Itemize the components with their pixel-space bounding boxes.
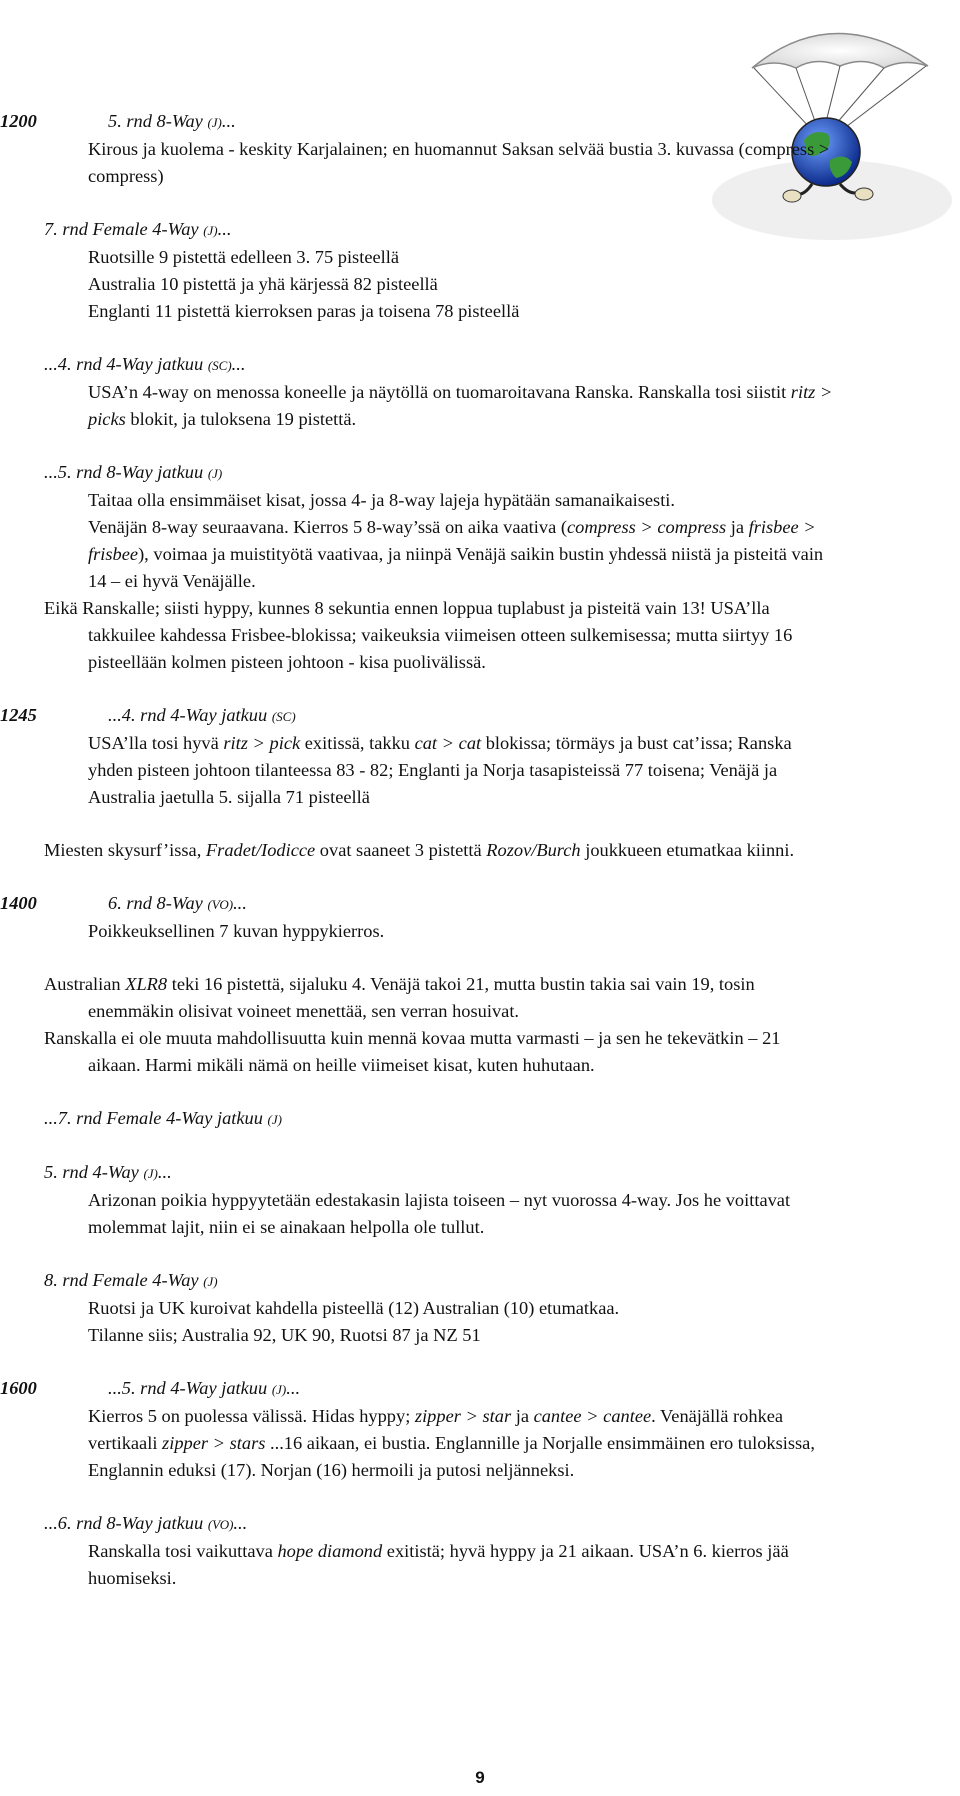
round-heading: 6. rnd 8-Way bbox=[108, 893, 208, 913]
judge-code: (SC) bbox=[271, 709, 296, 724]
round-heading: ... bbox=[233, 1513, 248, 1533]
judge-code: (SC) bbox=[207, 358, 232, 373]
paragraph bbox=[44, 1267, 834, 1349]
paragraph-gap bbox=[44, 945, 834, 971]
paragraph bbox=[44, 351, 834, 433]
paragraph-gap bbox=[44, 190, 834, 216]
text-run: Ranskalla tosi vaikuttava bbox=[88, 1541, 278, 1561]
paragraph-gap bbox=[44, 811, 834, 837]
text-run: Ruotsi ja UK kuroivat kahdella pisteellä (12) Australian (10) etumatkaa. bbox=[88, 1298, 620, 1318]
text-run: Taitaa olla ensimmäiset kisat, jossa 4- ja 8-way lajeja hypätään samanaikaisesti. bbox=[88, 490, 676, 510]
judge-code: (J) bbox=[271, 1382, 287, 1397]
text-run: blokit, ja tuloksena 19 pistettä. bbox=[125, 409, 357, 429]
paragraph bbox=[0, 702, 834, 811]
text-run: ovat saaneet 3 pistettä bbox=[315, 840, 487, 860]
text-run: Englanti 11 pistettä kierroksen paras ja toisena 78 pisteellä bbox=[88, 301, 520, 321]
paragraph bbox=[0, 1375, 834, 1484]
parachute-canopy bbox=[752, 33, 928, 68]
paragraph-gap bbox=[44, 1484, 834, 1510]
paragraph-gap bbox=[44, 1349, 834, 1375]
round-heading: 5. rnd 4-Way bbox=[44, 1162, 144, 1182]
round-heading: ... bbox=[231, 354, 246, 374]
text-run: zipper > stars bbox=[162, 1433, 266, 1453]
text-run: Rozov/Burch bbox=[486, 840, 581, 860]
text-run: Australian bbox=[44, 974, 126, 994]
round-heading: 7. rnd Female 4-Way bbox=[44, 219, 204, 239]
judge-code: (J) bbox=[267, 1112, 282, 1127]
round-heading: ...4. rnd 4-Way jatkuu bbox=[44, 354, 208, 374]
paragraph-gap bbox=[44, 433, 834, 459]
paragraph bbox=[44, 595, 834, 676]
paragraph-gap bbox=[44, 1133, 834, 1159]
paragraph bbox=[44, 971, 834, 1025]
round-heading: ...5. rnd 8-Way jatkuu bbox=[44, 462, 208, 482]
text-run: Poikkeuksellinen 7 kuvan hyppykierros. bbox=[88, 921, 385, 941]
text-run: joukkueen etumatkaa kiinni. bbox=[580, 840, 795, 860]
text-run: exitissä, takku bbox=[300, 733, 415, 753]
text-run: Venäjän 8-way seuraavana. Kierros 5 8-way’ssä on aika vaativa ( bbox=[88, 517, 567, 537]
text-run: hope diamond bbox=[277, 1541, 383, 1561]
text-run: Miesten skysurf’issa, bbox=[44, 840, 206, 860]
time-stamp: 1245 bbox=[0, 705, 37, 725]
judge-code: (J) bbox=[203, 1274, 218, 1289]
paragraph-gap bbox=[44, 1241, 834, 1267]
round-heading: 8. rnd Female 4-Way bbox=[44, 1270, 204, 1290]
text-run: cat > cat bbox=[414, 733, 482, 753]
text-run: Fradet/Iodicce bbox=[205, 840, 316, 860]
judge-code: (J) bbox=[203, 223, 218, 238]
round-heading: ... bbox=[157, 1162, 172, 1182]
text-run: Arizonan poikia hyppyytetään edestakasin lajista toiseen – nyt vuorossa 4-way. Jos he voittavat molemmat lajit, niin ei se ainakaan helpolla ole tullut. bbox=[88, 1190, 791, 1237]
page-number: 9 bbox=[475, 1768, 485, 1787]
text-run: USA’n 4-way on menossa koneelle ja näytöllä on tuomaroitavana Ranska. Ranskalla tosi siistit bbox=[88, 382, 791, 402]
text-run: ritz > pick bbox=[223, 733, 301, 753]
paragraph bbox=[44, 216, 834, 325]
round-heading: ...6. rnd 8-Way jatkuu bbox=[44, 1513, 208, 1533]
paragraph-gap bbox=[44, 864, 834, 890]
round-heading: 5. rnd 8-Way bbox=[108, 111, 208, 131]
round-heading: ... bbox=[221, 111, 236, 131]
text-run: frisbee > frisbee bbox=[88, 517, 816, 564]
text-run: Australia 10 pistettä ja yhä kärjessä 82 pisteellä bbox=[88, 274, 438, 294]
judge-code: (J) bbox=[207, 466, 223, 481]
paragraph bbox=[44, 459, 834, 595]
right-shoe bbox=[855, 188, 873, 200]
text-run: Ruotsille 9 pistettä edelleen 3. 75 pisteellä bbox=[88, 247, 400, 267]
text-run: Eikä Ranskalle; siisti hyppy, kunnes 8 sekuntia ennen loppua tuplabust ja pisteitä vain 13! USA’lla takkuilee kahdessa Frisbee-blokissa; vaikeuksia viimeisen otteen sulkemisessa; mutta siirtyy 16 pisteellään kolmen pisteen johtoon - kisa puolivälissä. bbox=[44, 598, 793, 672]
time-stamp: 1200 bbox=[0, 111, 37, 131]
text-run: ...16 aikaan, ei bustia. Englannille ja Norjalle ensimmäinen ero tuloksissa, Englannin eduksi (17). Norjan (16) hermoili ja putosi neljänneksi. bbox=[88, 1433, 815, 1480]
round-heading: ... bbox=[233, 893, 247, 913]
paragraph bbox=[0, 890, 834, 945]
time-stamp: 1600 bbox=[0, 1378, 37, 1398]
text-run: . Venäjällä rohkea vertikaali bbox=[88, 1406, 784, 1453]
text-run: Tilanne siis; Australia 92, UK 90, Ruotsi 87 ja NZ 51 bbox=[88, 1325, 481, 1345]
text-run: ), voimaa ja muistityötä vaativaa, ja niinpä Venäjä saikin bustin yhdessä niistä ja pisteitä vain 14 – ei hyvä Venäjälle. bbox=[88, 544, 824, 591]
text-run: XLR8 bbox=[125, 974, 168, 994]
paragraph bbox=[0, 108, 834, 190]
round-heading: ... bbox=[286, 1378, 301, 1398]
judge-code: (J) bbox=[143, 1166, 158, 1181]
text-run: cantee > cantee bbox=[533, 1406, 652, 1426]
round-heading: ...7. rnd Female 4-Way jatkuu bbox=[44, 1108, 268, 1128]
text-run: ja bbox=[726, 517, 749, 537]
paragraph bbox=[44, 837, 834, 864]
round-heading: ... bbox=[217, 219, 232, 239]
paragraph bbox=[44, 1159, 834, 1241]
text-run: teki 16 pistettä, sijaluku 4. Venäjä takoi 21, mutta bustin takia sai vain 19, tosin enemmäkin olisivat voineet menettää, sen verran hosuivat. bbox=[88, 974, 755, 1021]
time-stamp: 1400 bbox=[0, 893, 37, 913]
paragraph-gap bbox=[44, 676, 834, 702]
round-heading: ...4. rnd 4-Way jatkuu bbox=[108, 705, 272, 725]
document-body bbox=[0, 108, 834, 1592]
text-run: blokissa; törmäys ja bust cat’issa; Ranska yhden pisteen johtoon tilanteessa 83 - 82; Englanti ja Norja tasapisteissä 77 toisena; Venäjä ja Australia jaetulla 5. sijalla 71 pisteellä bbox=[88, 733, 792, 807]
judge-code: (VO) bbox=[207, 1517, 234, 1532]
text-run: Kirous ja kuolema - keskity Karjalainen; en huomannut Saksan selvää bustia 3. kuvassa (compress > compress) bbox=[88, 139, 830, 186]
judge-code: (J) bbox=[207, 115, 222, 130]
text-run: ritz > picks bbox=[88, 382, 833, 429]
text-run: Kierros 5 on puolessa välissä. Hidas hyppy; bbox=[88, 1406, 415, 1426]
paragraph bbox=[44, 1510, 834, 1592]
text-run: Ranskalla ei ole muuta mahdollisuutta kuin mennä kovaa mutta varmasti – ja sen he tekevätkin – 21 aikaan. Harmi mikäli nämä on heille viimeiset kisat, kuten huhutaan. bbox=[44, 1028, 781, 1075]
text-run: zipper > star bbox=[414, 1406, 512, 1426]
paragraph bbox=[44, 1105, 834, 1133]
paragraph bbox=[44, 1025, 834, 1079]
judge-code: (VO) bbox=[207, 897, 234, 912]
paragraph-gap bbox=[44, 325, 834, 351]
text-run: compress > compress bbox=[566, 517, 727, 537]
text-run: ja bbox=[511, 1406, 534, 1426]
paragraph-gap bbox=[44, 1079, 834, 1105]
round-heading: ...5. rnd 4-Way jatkuu bbox=[108, 1378, 272, 1398]
text-run: exitistä; hyvä hyppy ja 21 aikaan. USA’n 6. kierros jää huomiseksi. bbox=[88, 1541, 789, 1588]
text-run: USA’lla tosi hyvä bbox=[88, 733, 224, 753]
